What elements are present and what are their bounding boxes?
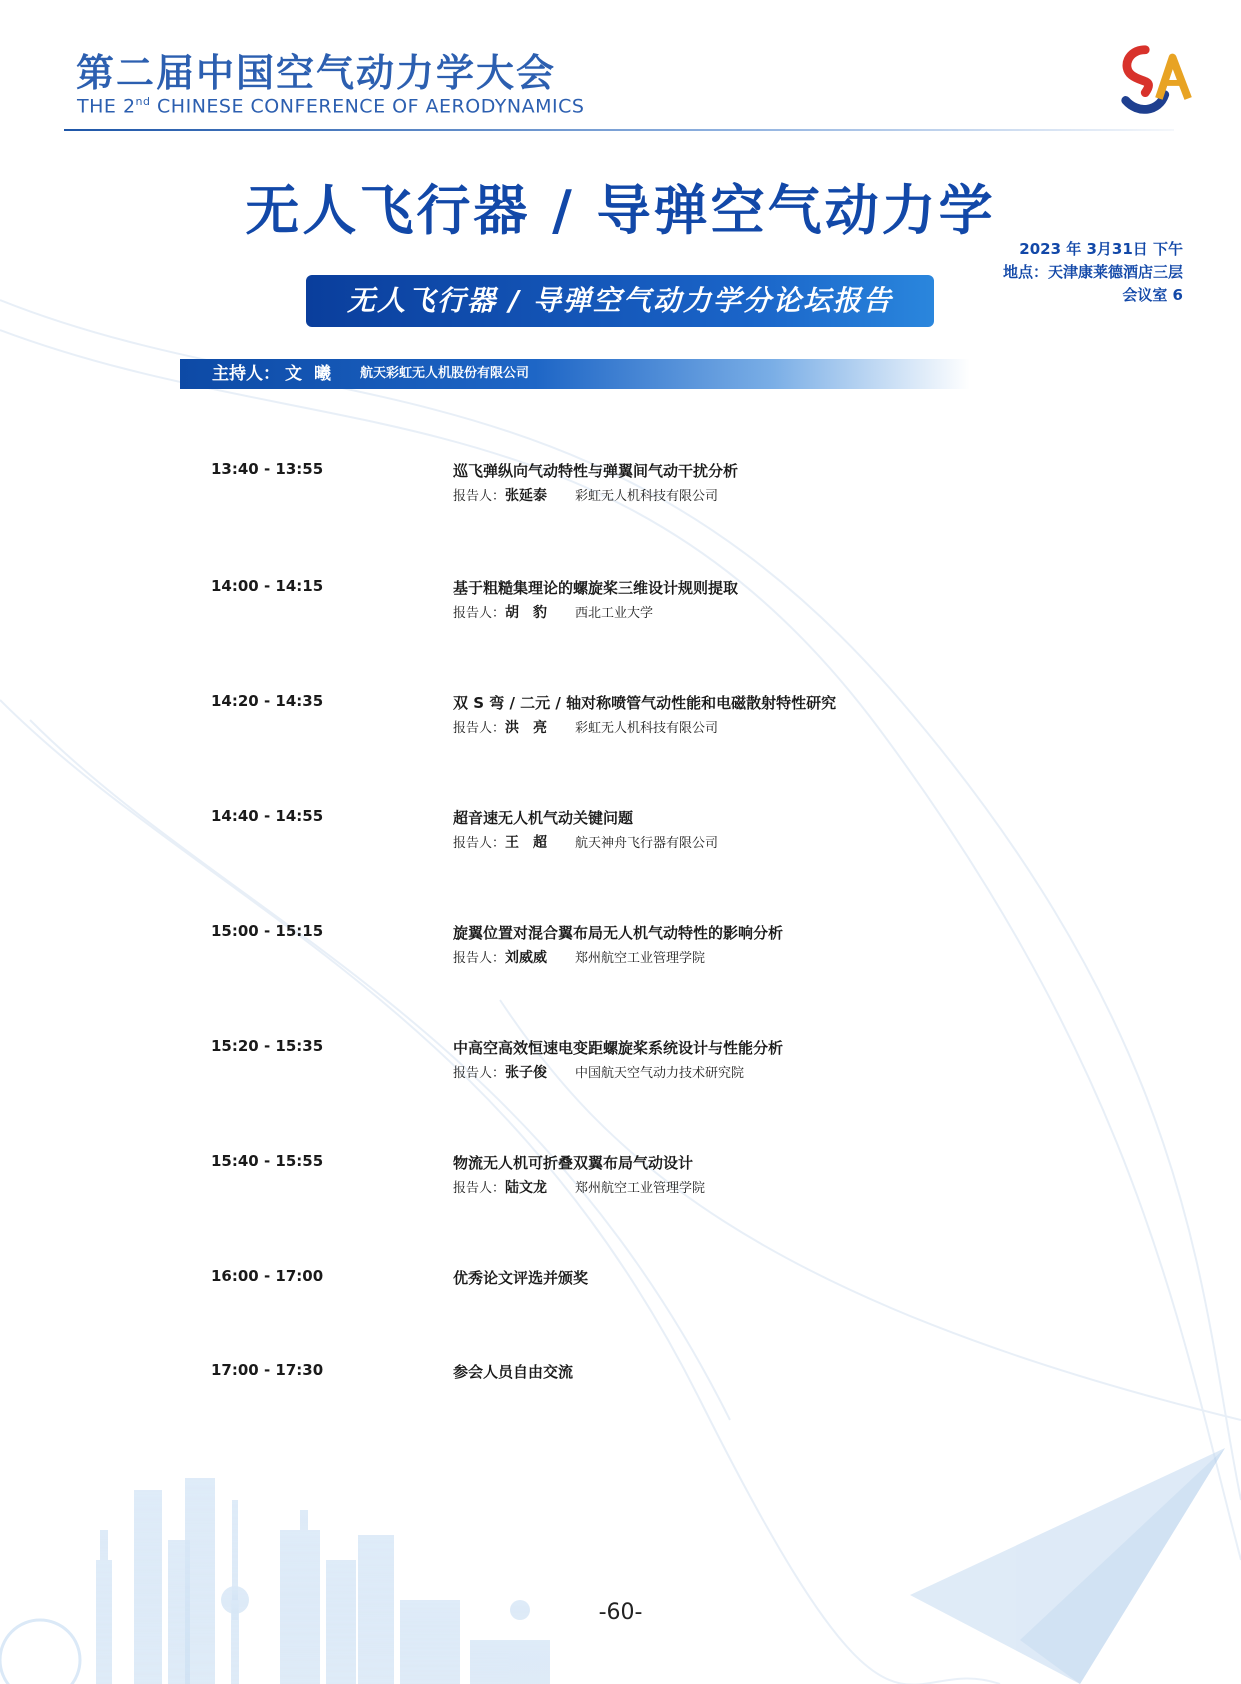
host-org: 航天彩虹无人机股份有限公司	[360, 366, 530, 381]
speaker-label: 报告人：	[453, 721, 506, 736]
speaker-org: 西北工业大学	[575, 606, 654, 621]
conference-title-en-sup: nd	[135, 95, 151, 108]
host-label: 主持人：	[212, 364, 280, 384]
speaker-label: 报告人：	[453, 951, 506, 966]
session-time: 15:20 - 15:35	[211, 1037, 324, 1055]
speaker-label: 报告人：	[453, 606, 506, 621]
conference-title-en-suffix: CHINESE CONFERENCE OF AERODYNAMICS	[150, 95, 585, 118]
page-title: 无人飞行器 / 导弹空气动力学	[245, 179, 996, 242]
session-time: 16:00 - 17:00	[211, 1267, 324, 1285]
speaker-label: 报告人：	[453, 1066, 506, 1081]
header-divider	[64, 129, 1174, 131]
speaker-name: 张延泰	[505, 488, 548, 504]
session-title: 超音速无人机气动关键问题	[453, 809, 634, 827]
session-speaker	[453, 602, 653, 622]
session-speaker	[453, 717, 718, 737]
forum-banner: 无人飞行器 / 导弹空气动力学分论坛报告	[306, 275, 934, 327]
session-time: 14:20 - 14:35	[211, 692, 324, 710]
speaker-org: 中国航天空气动力技术研究院	[575, 1066, 745, 1081]
session-title: 旋翼位置对混合翼布局无人机气动特性的影响分析	[453, 924, 784, 942]
speaker-name: 王 超	[505, 835, 548, 851]
session-speaker	[453, 947, 705, 967]
speaker-org: 彩虹无人机科技有限公司	[575, 489, 719, 504]
session-title: 物流无人机可折叠双翼布局气动设计	[453, 1154, 694, 1172]
session-title: 参会人员自由交流	[453, 1363, 574, 1381]
session-time: 15:00 - 15:15	[211, 922, 324, 940]
session-title: 基于粗糙集理论的螺旋桨三维设计规则提取	[453, 579, 739, 597]
session-time: 15:40 - 15:55	[211, 1152, 324, 1170]
speaker-name: 张子俊	[505, 1065, 548, 1081]
csa-logo	[1116, 40, 1194, 118]
session-title: 双 S 弯 / 二元 / 轴对称喷管气动性能和电磁散射特性研究	[453, 694, 837, 712]
session-time: 14:40 - 14:55	[211, 807, 324, 825]
page-number: -60-	[598, 1600, 643, 1625]
speaker-org: 郑州航空工业管理学院	[575, 951, 706, 966]
session-speaker	[453, 1062, 744, 1082]
speaker-label: 报告人：	[453, 1181, 506, 1196]
speaker-org: 航天神舟飞行器有限公司	[575, 836, 719, 851]
conference-title-en-prefix: THE 2	[77, 95, 136, 118]
speaker-name: 洪 亮	[505, 720, 548, 736]
session-speaker	[453, 832, 718, 852]
speaker-org: 彩虹无人机科技有限公司	[575, 721, 719, 736]
speaker-name: 陆文龙	[505, 1180, 548, 1196]
speaker-name: 胡 豹	[505, 605, 548, 621]
session-speaker	[453, 1177, 705, 1197]
session-title: 巡飞弹纵向气动特性与弹翼间气动干扰分析	[453, 462, 739, 480]
session-location: 地点：天津康莱德酒店三层	[1002, 263, 1183, 281]
conference-title-en	[77, 95, 584, 117]
session-date: 2023 年 3月31日 下午	[1019, 240, 1183, 258]
speaker-org: 郑州航空工业管理学院	[575, 1181, 706, 1196]
session-title: 中高空高效恒速电变距螺旋桨系统设计与性能分析	[453, 1039, 784, 1057]
session-meta	[1003, 238, 1183, 307]
speaker-name: 刘威威	[505, 950, 548, 966]
session-time: 13:40 - 13:55	[211, 460, 324, 478]
session-time: 17:00 - 17:30	[211, 1361, 324, 1379]
session-speaker	[453, 485, 718, 505]
session-title: 优秀论文评选并颁奖	[453, 1269, 589, 1287]
host-bar	[180, 359, 970, 389]
session-time: 14:00 - 14:15	[211, 577, 324, 595]
speaker-label: 报告人：	[453, 489, 506, 504]
speaker-label: 报告人：	[453, 836, 506, 851]
host-name: 文曦	[285, 364, 343, 384]
conference-title-cn: 第二届中国空气动力学大会	[76, 51, 557, 95]
session-room: 会议室 6	[1122, 286, 1183, 304]
